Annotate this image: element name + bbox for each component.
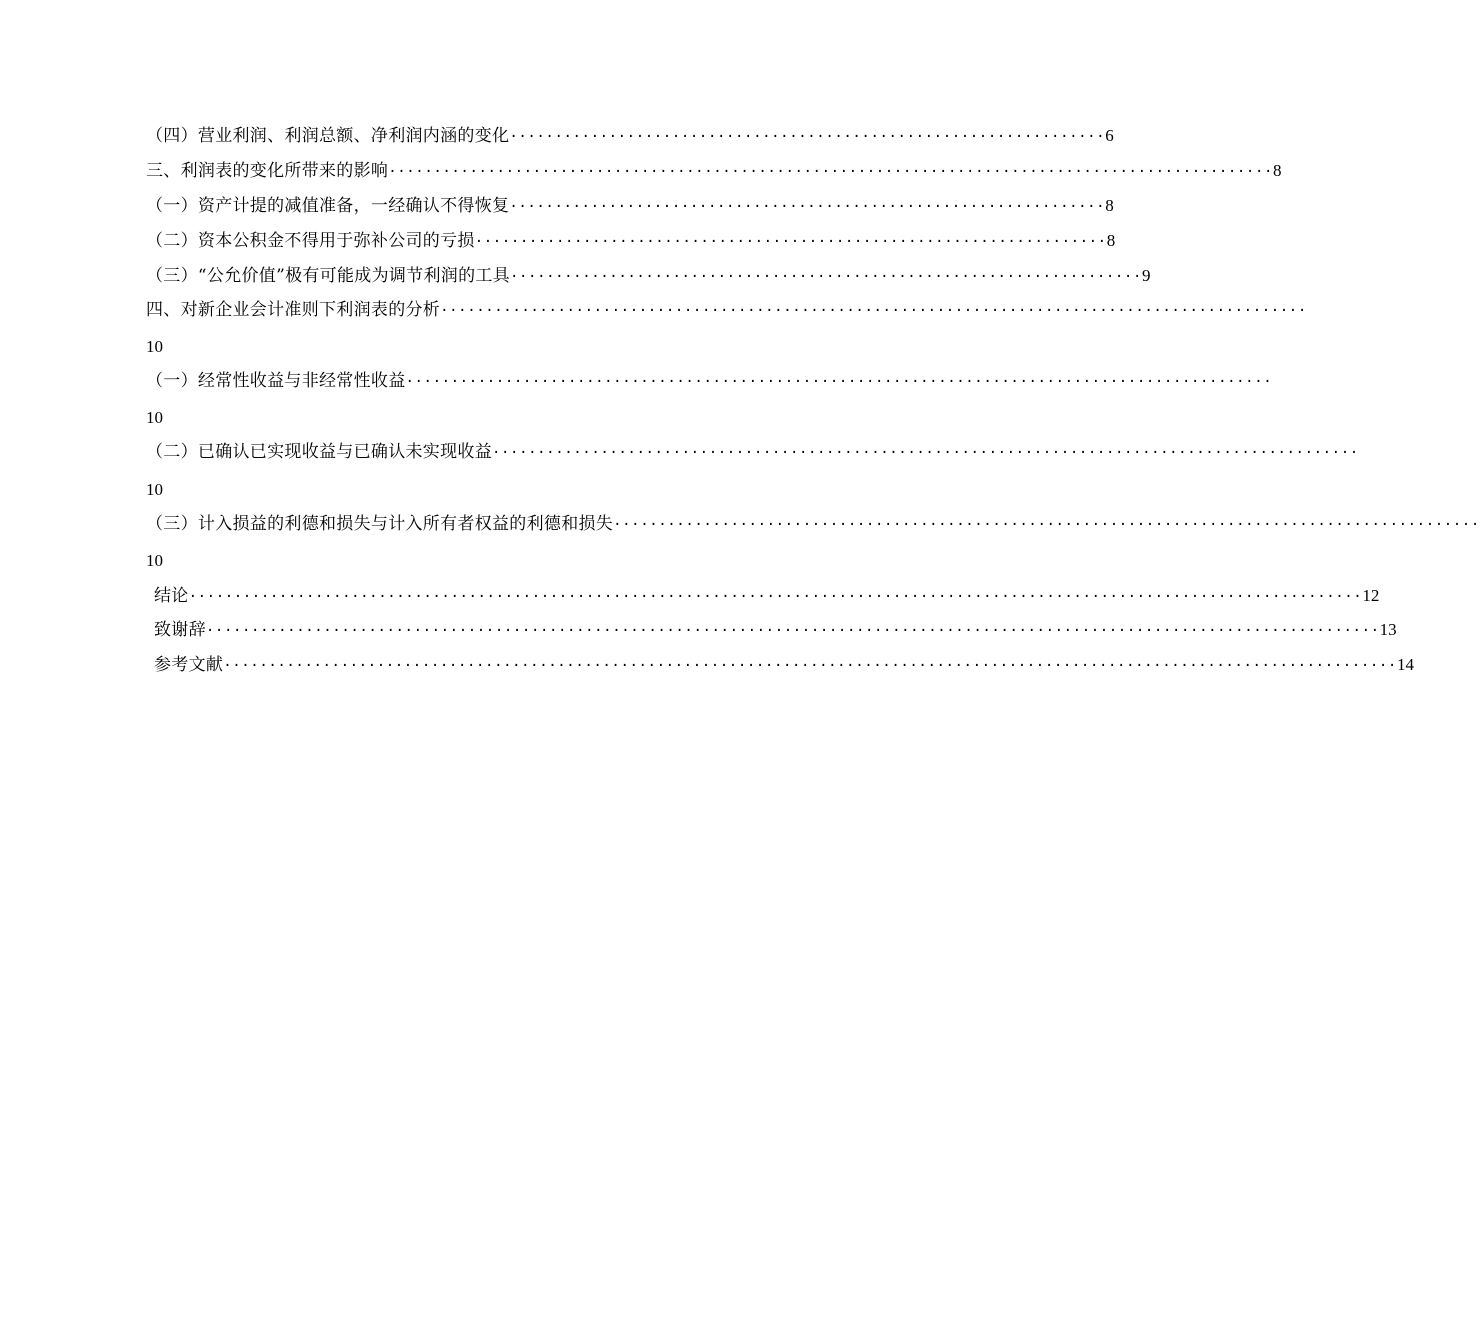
toc-entry-page: 13 — [1379, 620, 1397, 639]
toc-dot-leader: ·································································································· — [388, 164, 1274, 180]
toc-dot-leader: ································································································ — [405, 374, 1273, 390]
toc-entry-title: （三）计入损益的利德和损失与计入所有者权益的利德和损失 — [146, 514, 614, 534]
toc-entry[interactable] — [154, 616, 1397, 644]
toc-entry[interactable] — [146, 438, 1359, 466]
toc-dot-leader: ·································································································································· — [223, 658, 1397, 674]
toc-entry-page: 14 — [1396, 655, 1414, 674]
toc-entry-page: 9 — [1142, 266, 1151, 285]
toc-dot-leader: ································································································ — [613, 517, 1480, 533]
toc-entry[interactable] — [154, 651, 1414, 679]
toc-entry-page: 10 — [146, 551, 163, 570]
toc-entry-page: 12 — [1362, 586, 1380, 605]
toc-entry-title: （一）资产计提的减值准备，一经确认不得恢复 — [146, 196, 510, 216]
toc-entry[interactable] — [146, 227, 1116, 255]
toc-dot-leader: ·································································································································· — [205, 623, 1380, 639]
toc-dot-leader: ·································································· — [509, 199, 1106, 215]
toc-dot-leader: ······································································ — [509, 269, 1142, 285]
toc-entry[interactable] — [146, 192, 1114, 220]
toc-entry-page: 8 — [1106, 231, 1116, 250]
toc-dot-leader: ································································································ — [440, 303, 1307, 319]
toc-entry-title: 致谢辞 — [154, 620, 206, 640]
toc-entry-page: 10 — [146, 337, 163, 356]
toc-dot-leader: ································································································ — [492, 445, 1359, 461]
toc-entry[interactable] — [146, 296, 1307, 324]
toc-entry[interactable] — [146, 510, 1480, 538]
toc-entry-title: 参考文献 — [154, 655, 224, 675]
toc-entry-page: 8 — [1273, 161, 1282, 180]
toc-entry-page: 10 — [146, 480, 163, 499]
toc-entry-title: （二）资本公积金不得用于弥补公司的亏损 — [146, 231, 475, 251]
toc-entry-title: 结论 — [154, 586, 189, 606]
toc-entry[interactable] — [154, 582, 1380, 610]
toc-dot-leader: ·································································· — [509, 129, 1106, 145]
toc-entry-title: （三）“公允价值”极有可能成为调节利润的工具 — [146, 266, 510, 286]
toc-entry-page: 10 — [146, 408, 163, 427]
toc-entry-title: （一）经常性收益与非经常性收益 — [146, 371, 406, 391]
toc-entry-page: 6 — [1105, 126, 1114, 145]
toc-entry-title: 四、对新企业会计准则下利润表的分析 — [146, 300, 441, 320]
toc-entry[interactable] — [146, 367, 1273, 395]
toc-entry[interactable] — [146, 157, 1282, 185]
toc-dot-leader: ······································································ — [474, 234, 1107, 250]
toc-dot-leader: ·································································································································· — [188, 589, 1363, 605]
toc-entry-title: （四）营业利润、利润总额、净利润内涵的变化 — [146, 126, 510, 146]
toc-entry[interactable] — [146, 122, 1114, 150]
toc-entry-title: （二）已确认已实现收益与已确认未实现收益 — [146, 442, 492, 462]
toc-entry-title: 三、利润表的变化所带来的影响 — [146, 161, 389, 181]
toc-entry-page: 8 — [1105, 196, 1114, 215]
toc-entry[interactable] — [146, 262, 1151, 290]
